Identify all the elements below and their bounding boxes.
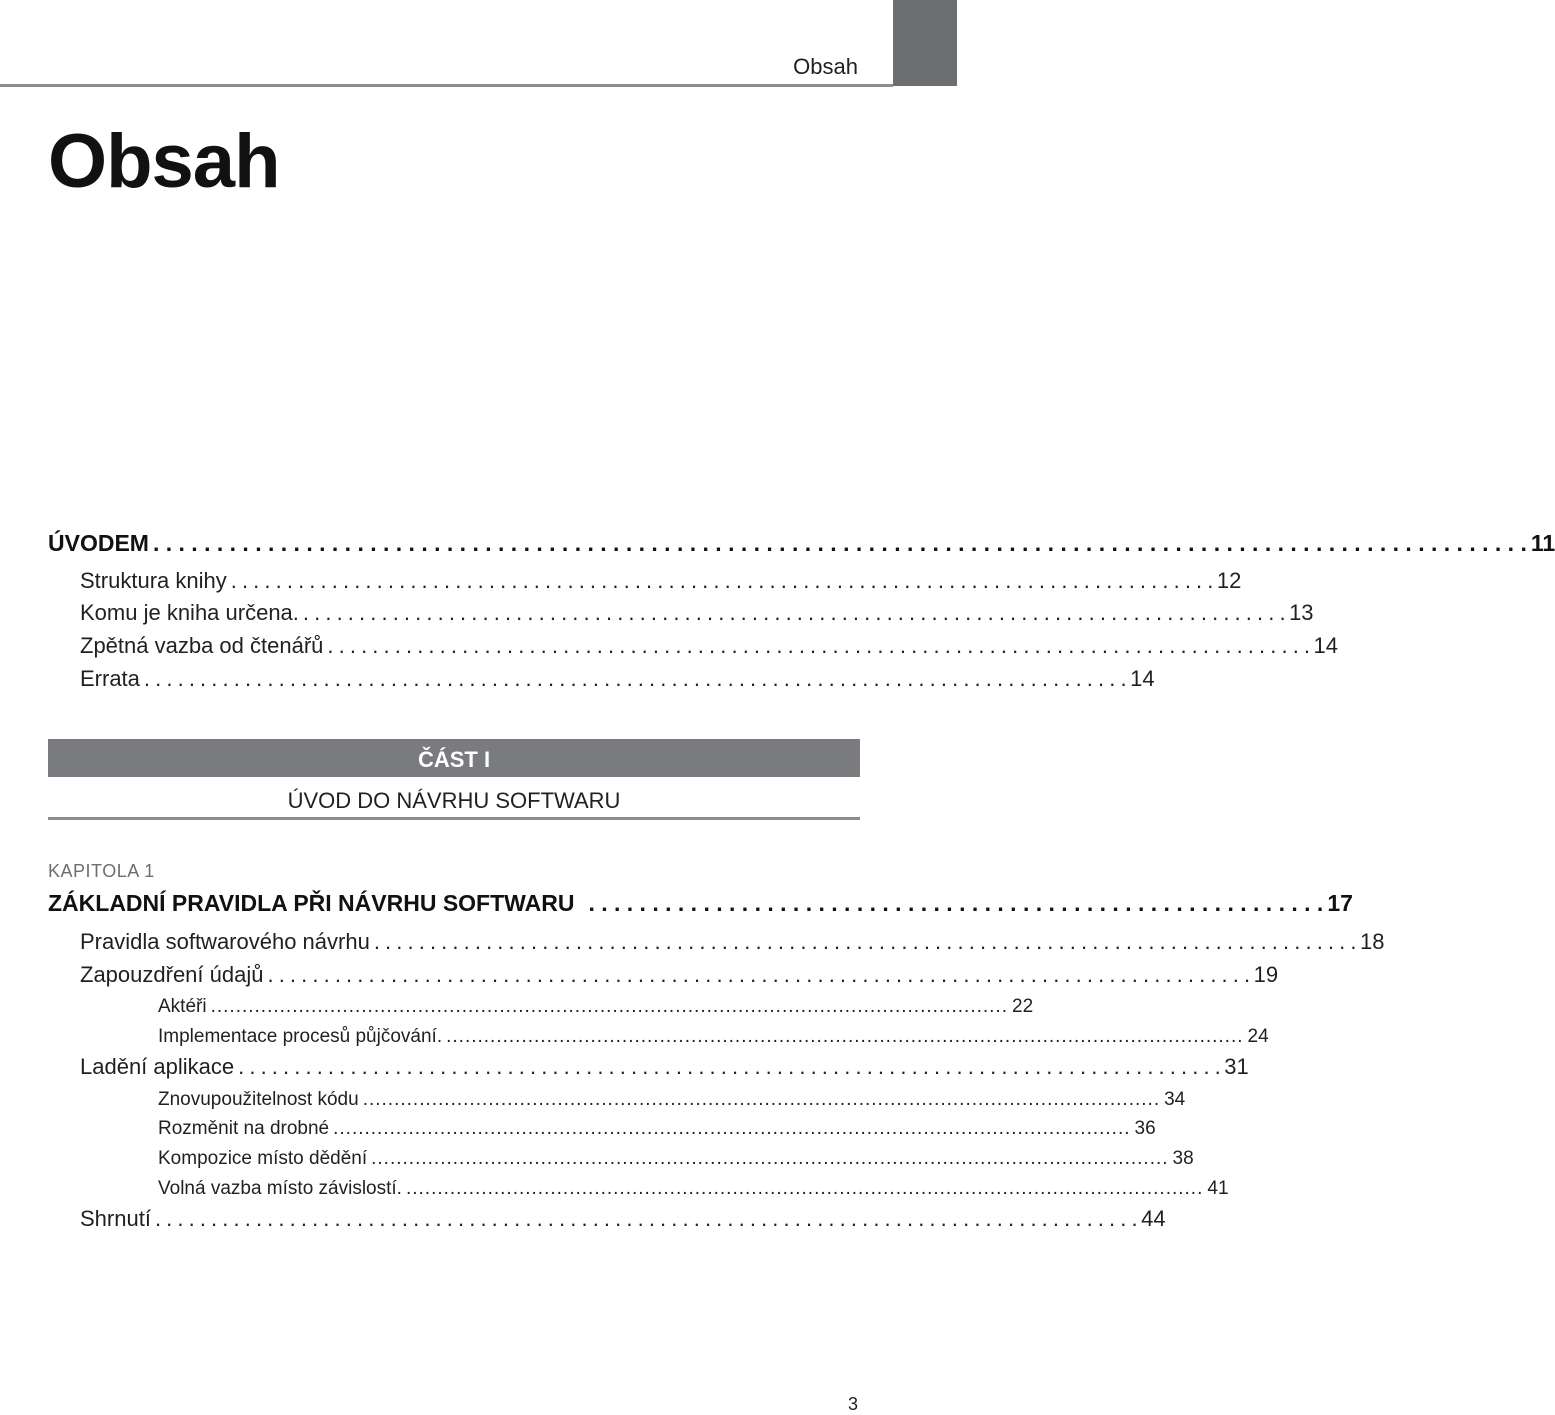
dot-leader	[267, 962, 1249, 988]
toc-entry-page: 11	[1530, 530, 1555, 556]
toc-entry-page: 18	[1359, 929, 1385, 954]
toc-entry-label: ÚVODEM	[48, 530, 149, 556]
toc-entry-page: 12	[1216, 568, 1242, 593]
toc-entry-label: Errata	[80, 666, 140, 691]
toc-entry-sub[interactable]	[0, 1178, 1229, 1200]
chapter-title: ZÁKLADNÍ PRAVIDLA PŘI NÁVRHU SOFTWARU	[48, 890, 575, 916]
dot-leader	[144, 666, 1126, 692]
toc-entry-page: 44	[1141, 1206, 1166, 1231]
toc-entry[interactable]	[0, 666, 1155, 692]
page-number: 3	[847, 1394, 858, 1414]
toc-entry[interactable]	[0, 633, 1339, 659]
toc-entry-label: Shrnutí	[80, 1206, 151, 1231]
toc-entry-label: Znovupoužitelnost kódu	[158, 1089, 359, 1110]
running-head: Obsah	[793, 54, 858, 79]
toc-entry-page: 36	[1134, 1118, 1156, 1139]
toc-entry-label: Zpětná vazba od čtenářů	[80, 633, 324, 658]
toc-entry-sub[interactable]	[0, 996, 1034, 1018]
dot-leader	[371, 1148, 1168, 1170]
toc-entry-sub[interactable]	[0, 1148, 1194, 1170]
toc-entry-chapter[interactable]	[0, 890, 1353, 917]
toc-entry-label: Komu je kniha určena.	[80, 600, 299, 625]
chapter-kicker: KAPITOLA 1	[48, 861, 155, 881]
toc-entry[interactable]	[0, 929, 1385, 955]
header-rule	[0, 84, 893, 87]
dot-leader	[211, 996, 1008, 1018]
toc-entry-page: 22	[1012, 996, 1034, 1017]
toc-entry-label: Aktéři	[158, 996, 207, 1017]
toc-entry[interactable]	[0, 962, 1279, 988]
dot-leader	[327, 633, 1309, 659]
toc-entry-intro[interactable]	[0, 530, 1555, 557]
toc-entry-label: Implementace procesů půjčování.	[158, 1026, 443, 1047]
dot-leader	[238, 1054, 1220, 1080]
toc-entry-page: 41	[1207, 1178, 1229, 1199]
toc-entry-sub[interactable]	[0, 1118, 1156, 1140]
dot-leader	[303, 600, 1285, 626]
part-rule	[48, 817, 860, 820]
dot-leader	[333, 1118, 1130, 1140]
dot-leader	[155, 1206, 1137, 1232]
toc-entry[interactable]	[0, 568, 1242, 594]
toc-entry-page: 19	[1253, 962, 1279, 987]
dot-leader	[446, 1026, 1243, 1048]
toc-entry-page: 14	[1313, 633, 1339, 658]
toc-entry-sub[interactable]	[0, 1089, 1186, 1111]
toc-entry-page: 31	[1224, 1054, 1249, 1079]
dot-leader	[588, 890, 1323, 917]
toc-entry-page: 17	[1327, 890, 1353, 916]
dot-leader	[231, 568, 1213, 594]
part-banner: ČÁST I	[48, 739, 860, 777]
toc-entry-page: 14	[1130, 666, 1155, 691]
corner-thumb-tab	[893, 0, 957, 86]
toc-entry-sub[interactable]	[0, 1026, 1269, 1048]
toc-entry[interactable]	[0, 1054, 1249, 1080]
dot-leader	[374, 929, 1356, 955]
toc-entry-page: 38	[1172, 1148, 1194, 1169]
toc-entry-label: Pravidla softwarového návrhu	[80, 929, 370, 954]
toc-entry-page: 34	[1164, 1089, 1186, 1110]
toc-entry-label: Rozměnit na drobné	[158, 1118, 330, 1139]
toc-entry-page: 13	[1289, 600, 1314, 625]
dot-leader	[153, 530, 1527, 557]
dot-leader	[406, 1178, 1203, 1200]
part-title: ÚVOD DO NÁVRHU SOFTWARU	[287, 788, 621, 813]
page-title: Obsah	[48, 119, 280, 204]
toc-entry-label: Volná vazba místo závislostí.	[158, 1178, 402, 1199]
toc-entry-page: 24	[1247, 1026, 1269, 1047]
toc-entry[interactable]	[0, 1206, 1166, 1232]
dot-leader	[363, 1089, 1160, 1111]
toc-entry[interactable]	[0, 600, 1314, 626]
toc-entry-label: Struktura knihy	[80, 568, 227, 593]
toc-entry-label: Ladění aplikace	[80, 1054, 235, 1079]
toc-entry-label: Zapouzdření údajů	[80, 962, 264, 987]
toc-entry-label: Kompozice místo dědění	[158, 1148, 368, 1169]
